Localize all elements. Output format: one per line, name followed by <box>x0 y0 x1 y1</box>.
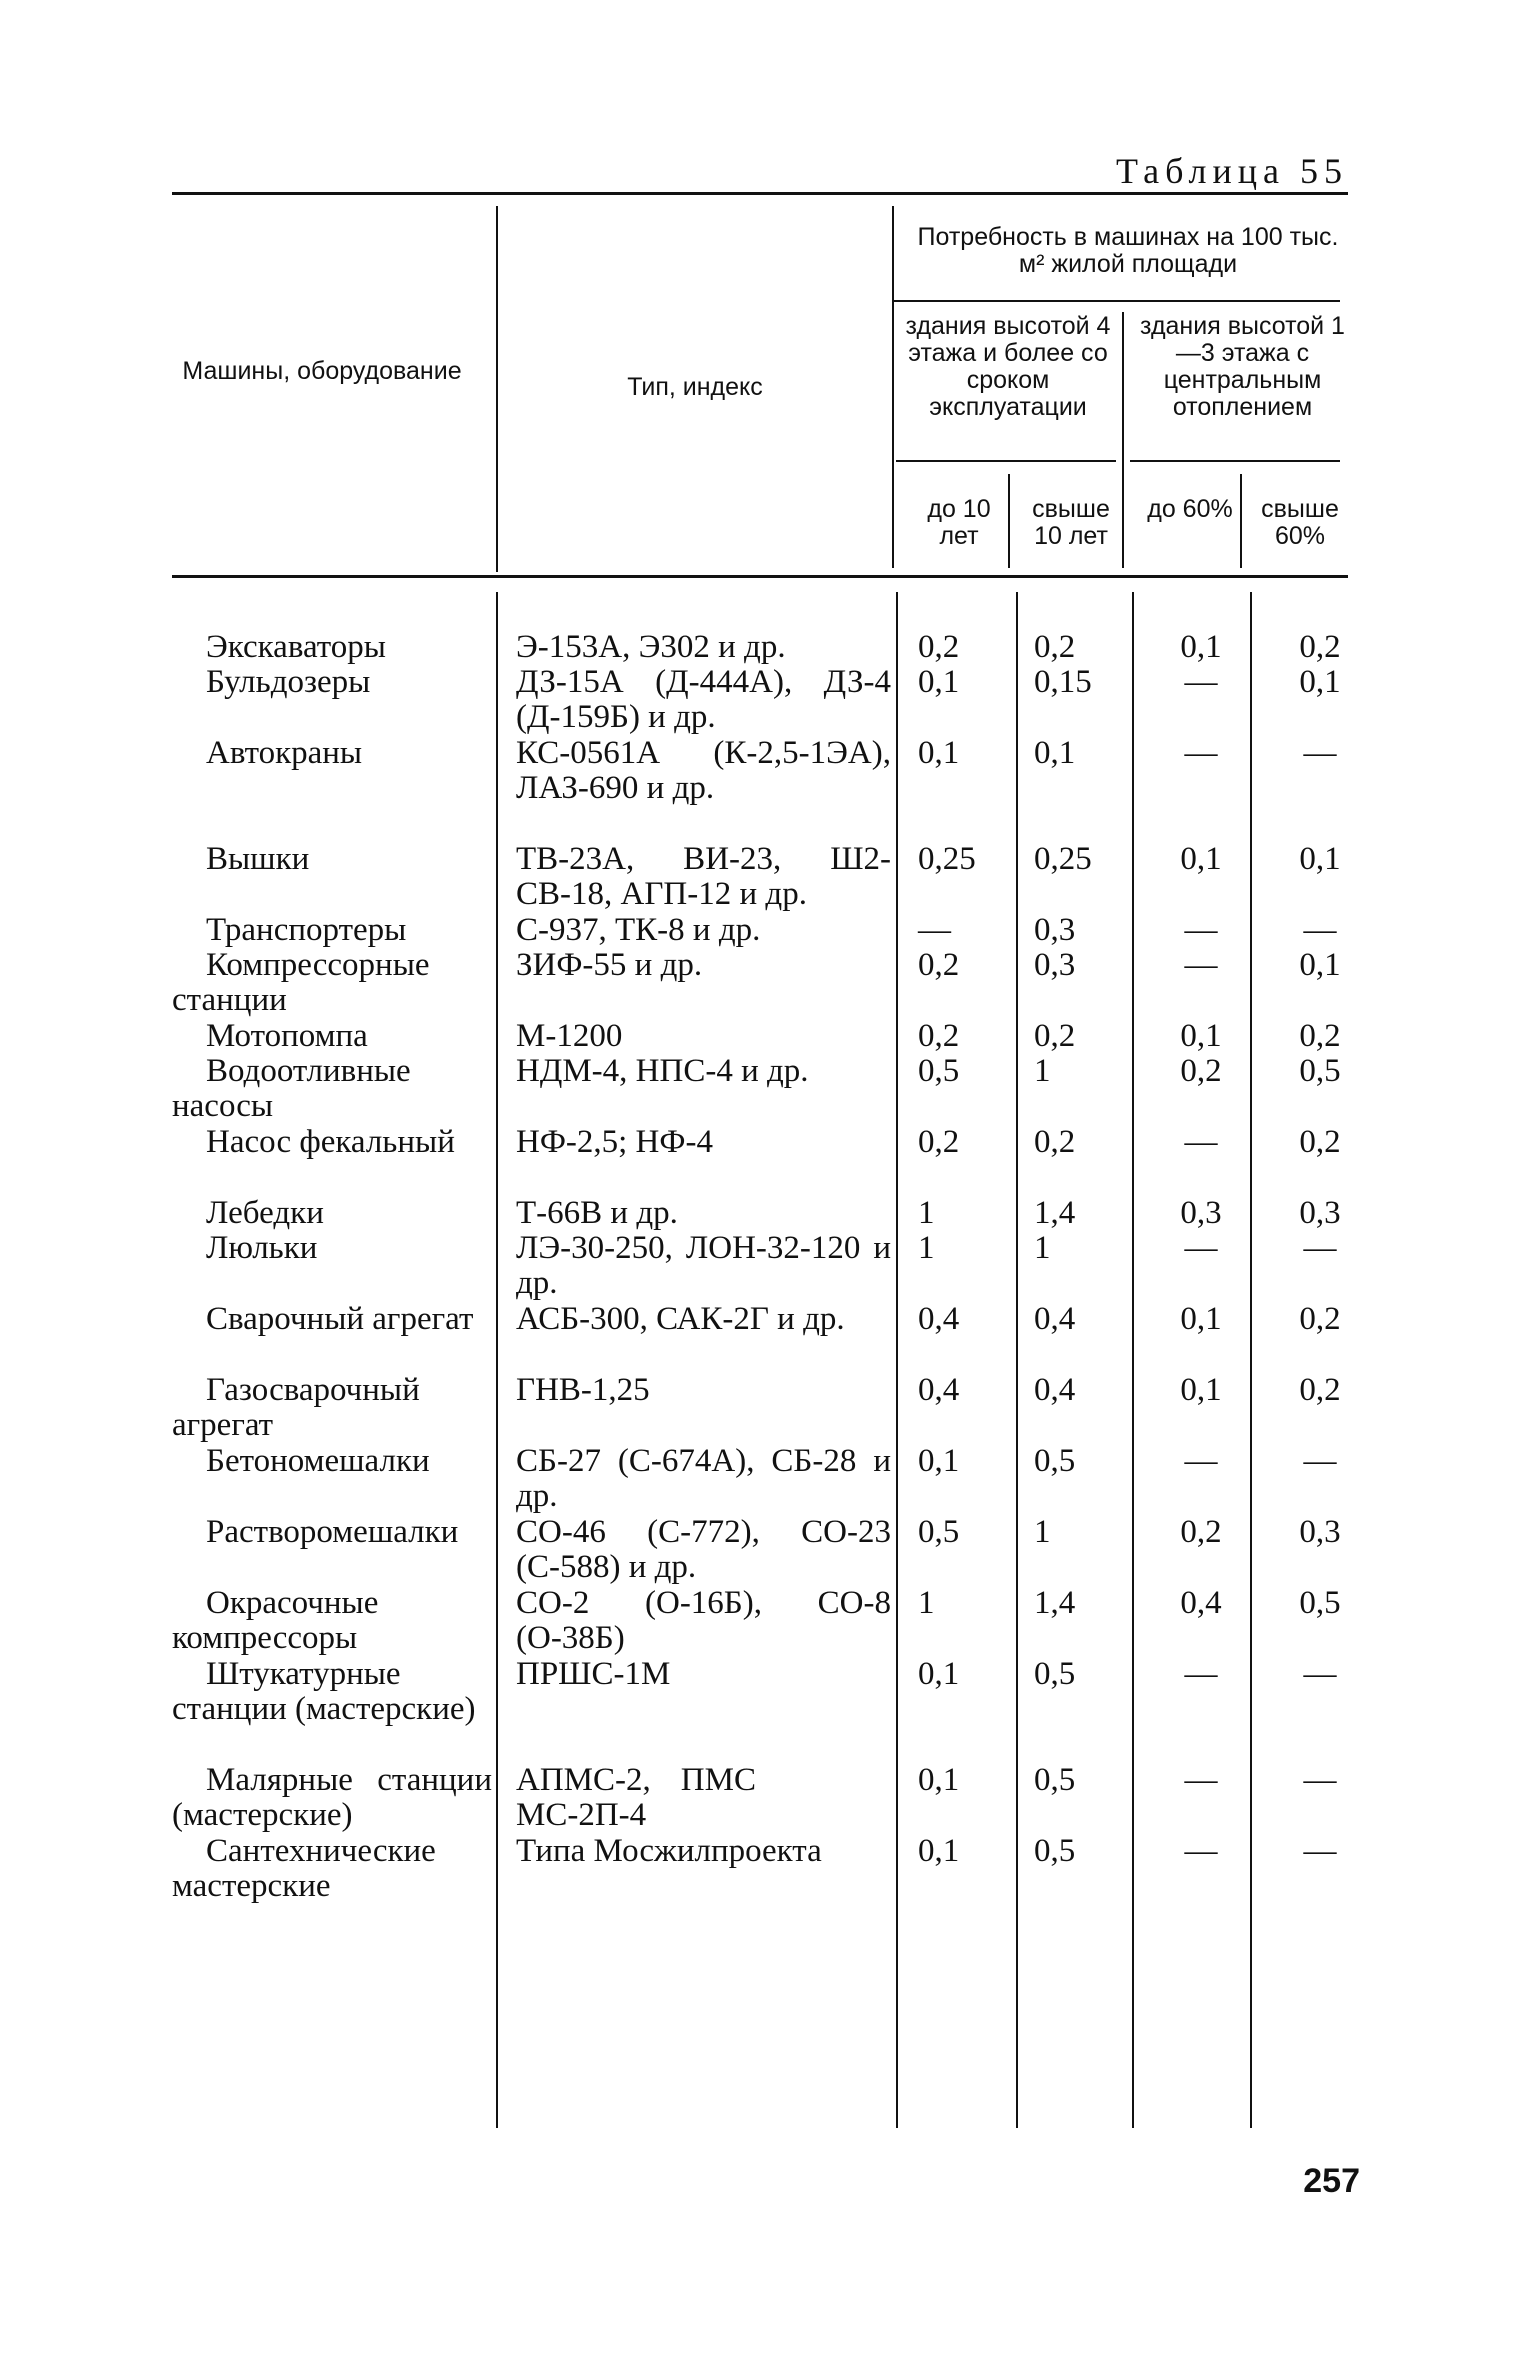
page-number: 257 <box>1303 2162 1360 2200</box>
row-value-2: 0,4 <box>1034 1301 1076 1337</box>
row-value-2: 0,4 <box>1034 1372 1076 1408</box>
row-value-2: 0,5 <box>1034 1833 1076 1869</box>
row-value-1: 0,2 <box>918 947 960 983</box>
row-value-1: 0,1 <box>918 664 960 700</box>
row-type: ГНВ-1,25 <box>516 1372 650 1408</box>
row-value-2: 1 <box>1034 1514 1051 1550</box>
row-value-1: 0,4 <box>918 1301 960 1337</box>
row-name: Лебедки <box>206 1195 324 1231</box>
row-value-4: 0,1 <box>1299 841 1341 877</box>
row-type: М-1200 <box>516 1018 623 1054</box>
row-value-3: — <box>1184 1124 1218 1160</box>
row-name: Окрасочные компрессоры <box>172 1585 379 1656</box>
row-value-2: 0,3 <box>1034 912 1076 948</box>
row-name: Автокраны <box>206 735 363 771</box>
row-value-3: — <box>1184 1230 1218 1266</box>
group-rule-2 <box>1130 460 1340 462</box>
row-value-3: — <box>1184 1656 1218 1692</box>
row-value-2: 0,2 <box>1034 629 1076 665</box>
row-value-2: 1 <box>1034 1053 1051 1089</box>
body-divider-name <box>496 592 498 2128</box>
header-divider-name <box>496 206 498 572</box>
row-value-1: 0,5 <box>918 1514 960 1550</box>
row-value-1: 0,1 <box>918 735 960 771</box>
row-value-4: 0,2 <box>1299 1018 1341 1054</box>
row-name: Люльки <box>206 1230 318 1266</box>
header-sub-3: до 60% <box>1147 495 1233 523</box>
row-value-1: 0,25 <box>918 841 976 877</box>
row-name: Сантехнические мастерские <box>172 1833 436 1904</box>
row-value-4: — <box>1303 1443 1337 1479</box>
row-value-3: 0,1 <box>1180 1018 1222 1054</box>
row-name: Малярные станции (мастерские) <box>172 1762 492 1833</box>
row-name: Растворомешалки <box>206 1514 459 1550</box>
header-type: Тип, индекс <box>627 373 763 401</box>
row-value-3: 0,3 <box>1180 1195 1222 1231</box>
row-type: КС-0561А (К-2,5-1ЭА), ЛАЗ-690 и др. <box>516 735 891 806</box>
row-name: Вышки <box>206 841 310 877</box>
row-value-3: — <box>1184 912 1218 948</box>
row-type: СО-2 (О-16Б), СО-8 (О-38Б) <box>516 1585 891 1656</box>
row-type: С-937, ТК-8 и др. <box>516 912 761 948</box>
row-value-1: 1 <box>918 1195 935 1231</box>
row-type: АПМС-2, ПМС МС-2П-4 <box>516 1762 756 1833</box>
row-name: Сварочный агрегат <box>206 1301 474 1337</box>
row-value-3: — <box>1184 1833 1218 1869</box>
row-value-1: 0,2 <box>918 629 960 665</box>
row-name: Газосварочный агрегат <box>172 1372 420 1443</box>
row-value-2: 0,5 <box>1034 1443 1076 1479</box>
row-name: Водоотливные насосы <box>172 1053 411 1124</box>
row-value-4: — <box>1303 1230 1337 1266</box>
header-bottom-rule <box>172 575 1348 578</box>
body-divider-type <box>896 592 898 2128</box>
row-name: Бетономешалки <box>206 1443 430 1479</box>
row-value-4: 0,1 <box>1299 947 1341 983</box>
row-type: НДМ-4, НПС-4 и др. <box>516 1053 809 1089</box>
row-name: Транспортеры <box>206 912 407 948</box>
row-value-4: 0,1 <box>1299 664 1341 700</box>
row-value-4: 0,3 <box>1299 1514 1341 1550</box>
row-type: СО-46 (С-772), СО-23 (С-588) и др. <box>516 1514 891 1585</box>
row-value-3: — <box>1184 947 1218 983</box>
row-value-1: 0,1 <box>918 1833 960 1869</box>
row-value-1: 0,1 <box>918 1762 960 1798</box>
row-value-3: 0,1 <box>1180 1372 1222 1408</box>
row-value-3: — <box>1184 664 1218 700</box>
header-group-2: здания высотой 1—3 этажа с центральным отоплением <box>1140 312 1345 421</box>
row-value-4: 0,2 <box>1299 629 1341 665</box>
row-value-1: 0,1 <box>918 1443 960 1479</box>
row-value-2: 1 <box>1034 1230 1051 1266</box>
row-type: ПРШС-1М <box>516 1656 671 1692</box>
row-name: Штукатурные станции (мастерские) <box>172 1656 476 1727</box>
header-divider-sub3 <box>1240 474 1242 568</box>
row-value-3: — <box>1184 1443 1218 1479</box>
header-divider-group <box>1122 312 1124 568</box>
row-value-1: 1 <box>918 1585 935 1621</box>
row-value-3: — <box>1184 735 1218 771</box>
row-type: Э-153А, Э302 и др. <box>516 629 786 665</box>
row-value-3: 0,1 <box>1180 841 1222 877</box>
row-value-4: — <box>1303 1833 1337 1869</box>
header-group-1: здания высотой 4 этажа и более со сроком эксплуатации <box>905 312 1111 421</box>
row-type: ДЗ-15А (Д-444А), ДЗ-4 (Д-159Б) и др. <box>516 664 891 735</box>
row-type: Т-66В и др. <box>516 1195 678 1231</box>
row-value-1: 0,5 <box>918 1053 960 1089</box>
row-value-4: 0,2 <box>1299 1124 1341 1160</box>
row-name: Насос фекальный <box>206 1124 455 1160</box>
header-sub-4: свыше 60% <box>1261 495 1339 550</box>
row-value-3: 0,2 <box>1180 1514 1222 1550</box>
header-machines: Машины, оборудование <box>182 357 462 385</box>
row-value-2: 0,15 <box>1034 664 1092 700</box>
row-value-4: 0,5 <box>1299 1053 1341 1089</box>
row-type: Типа Мосжилпроекта <box>516 1833 822 1869</box>
row-type: СБ-27 (С-674А), СБ-28 и др. <box>516 1443 891 1514</box>
header-sub-1: до 10 лет <box>927 495 991 550</box>
row-value-2: 0,5 <box>1034 1762 1076 1798</box>
need-rule <box>892 300 1340 302</box>
row-value-3: 0,1 <box>1180 1301 1222 1337</box>
header-sub-2: свыше 10 лет <box>1032 495 1110 550</box>
body-divider-c3 <box>1250 592 1252 2128</box>
row-value-4: 0,2 <box>1299 1301 1341 1337</box>
header-divider-type <box>892 206 894 568</box>
row-value-1: 0,4 <box>918 1372 960 1408</box>
body-divider-c2 <box>1132 592 1134 2128</box>
row-value-2: 0,1 <box>1034 735 1076 771</box>
row-value-2: 1,4 <box>1034 1195 1076 1231</box>
row-name: Бульдозеры <box>206 664 371 700</box>
header-divider-sub1 <box>1008 474 1010 568</box>
row-type: НФ-2,5; НФ-4 <box>516 1124 713 1160</box>
row-value-4: 0,2 <box>1299 1372 1341 1408</box>
table-caption: Таблица 55 <box>1116 151 1348 191</box>
row-value-2: 0,2 <box>1034 1124 1076 1160</box>
row-value-3: — <box>1184 1762 1218 1798</box>
row-value-1: 0,2 <box>918 1018 960 1054</box>
row-value-2: 0,5 <box>1034 1656 1076 1692</box>
row-value-4: 0,5 <box>1299 1585 1341 1621</box>
top-rule <box>172 192 1348 195</box>
row-value-1: 1 <box>918 1230 935 1266</box>
row-value-4: 0,3 <box>1299 1195 1341 1231</box>
header-need: Потребность в машинах на 100 тыс. м² жилой площади <box>917 223 1339 278</box>
row-name: Компрессорные станции <box>172 947 430 1018</box>
row-value-3: 0,1 <box>1180 629 1222 665</box>
row-value-2: 0,2 <box>1034 1018 1076 1054</box>
row-value-2: 0,3 <box>1034 947 1076 983</box>
row-value-4: — <box>1303 912 1337 948</box>
row-value-2: 1,4 <box>1034 1585 1076 1621</box>
row-value-1: 0,2 <box>918 1124 960 1160</box>
row-type: ТВ-23А, ВИ-23, Ш2-СВ-18, АГП-12 и др. <box>516 841 891 912</box>
row-name: Экскаваторы <box>206 629 386 665</box>
row-type: ЛЭ-30-250, ЛОН-32-120 и др. <box>516 1230 891 1301</box>
row-name: Мотопомпа <box>206 1018 368 1054</box>
row-type: ЗИФ-55 и др. <box>516 947 703 983</box>
row-value-3: 0,4 <box>1180 1585 1222 1621</box>
body-divider-c1 <box>1016 592 1018 2128</box>
row-value-3: 0,2 <box>1180 1053 1222 1089</box>
row-type: АСБ-300, САК-2Г и др. <box>516 1301 845 1337</box>
row-value-1: 0,1 <box>918 1656 960 1692</box>
row-value-4: — <box>1303 735 1337 771</box>
row-value-4: — <box>1303 1762 1337 1798</box>
row-value-4: — <box>1303 1656 1337 1692</box>
row-value-1: — <box>918 912 951 948</box>
group-rule-1 <box>896 460 1116 462</box>
row-value-2: 0,25 <box>1034 841 1092 877</box>
